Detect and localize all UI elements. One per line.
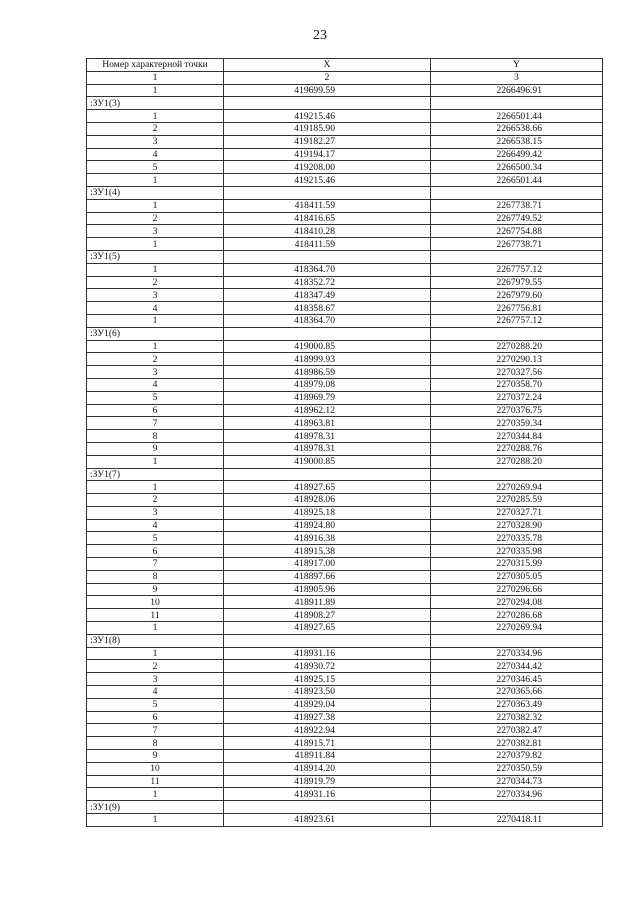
x-coordinate: 418411.59 (224, 238, 431, 251)
point-number: 5 (87, 161, 224, 174)
table-row (87, 711, 603, 724)
y-coordinate: 2270290.13 (431, 353, 603, 366)
table-row (87, 737, 603, 750)
x-coordinate: 418364.70 (224, 263, 431, 276)
y-coordinate: 2270344.84 (431, 430, 603, 443)
y-coordinate: 2266496.91 (431, 84, 603, 97)
x-coordinate: 418922.94 (224, 724, 431, 737)
section-row (87, 468, 603, 481)
point-number: 3 (87, 506, 224, 519)
point-number: 10 (87, 596, 224, 609)
point-number: 9 (87, 583, 224, 596)
empty-cell (224, 468, 431, 481)
y-coordinate: 2266501.44 (431, 174, 603, 187)
point-number: 6 (87, 545, 224, 558)
empty-cell (431, 97, 603, 110)
empty-cell (224, 97, 431, 110)
y-coordinate: 2266500.34 (431, 161, 603, 174)
point-number: 2 (87, 122, 224, 135)
empty-cell (224, 250, 431, 263)
empty-cell (224, 634, 431, 647)
point-number: 2 (87, 276, 224, 289)
table-row (87, 430, 603, 443)
x-coordinate: 418352.72 (224, 276, 431, 289)
point-number: 3 (87, 366, 224, 379)
table-row (87, 289, 603, 302)
table-row (87, 814, 603, 827)
x-coordinate: 418364.70 (224, 314, 431, 327)
table-row (87, 340, 603, 353)
y-coordinate: 2270344.73 (431, 775, 603, 788)
point-number: 11 (87, 609, 224, 622)
empty-cell (224, 801, 431, 814)
point-number: 3 (87, 135, 224, 148)
point-number: 1 (87, 340, 224, 353)
x-coordinate: 419194.17 (224, 148, 431, 161)
section-row (87, 801, 603, 814)
table-row (87, 455, 603, 468)
table-row (87, 148, 603, 161)
y-coordinate: 2270382.32 (431, 711, 603, 724)
x-coordinate: 418416.65 (224, 212, 431, 225)
table-header-row (87, 59, 603, 72)
point-number: 4 (87, 148, 224, 161)
x-coordinate: 418410.28 (224, 225, 431, 238)
y-coordinate: 2270372.24 (431, 391, 603, 404)
point-number: 11 (87, 775, 224, 788)
point-number: 1 (87, 314, 224, 327)
table-row (87, 506, 603, 519)
table-row (87, 686, 603, 699)
y-coordinate: 2270269.94 (431, 622, 603, 635)
point-number: 6 (87, 711, 224, 724)
x-coordinate: 418986.59 (224, 366, 431, 379)
point-number: 2 (87, 353, 224, 366)
y-coordinate: 2270376.75 (431, 404, 603, 417)
table-row (87, 263, 603, 276)
x-coordinate: 418411.59 (224, 199, 431, 212)
y-coordinate: 2267738.71 (431, 199, 603, 212)
y-coordinate: 2270294.08 (431, 596, 603, 609)
table-row (87, 174, 603, 187)
point-number: 5 (87, 391, 224, 404)
y-coordinate: 2267756.81 (431, 302, 603, 315)
table-row (87, 212, 603, 225)
table-row (87, 122, 603, 135)
table-row (87, 417, 603, 430)
point-number: 4 (87, 686, 224, 699)
table-row (87, 84, 603, 97)
section-label: :ЗУ1(7) (87, 468, 224, 481)
y-coordinate: 2270418.11 (431, 814, 603, 827)
point-number: 7 (87, 417, 224, 430)
point-number: 1 (87, 110, 224, 123)
point-number: 1 (87, 263, 224, 276)
table-row (87, 570, 603, 583)
y-coordinate: 2270382.81 (431, 737, 603, 750)
table-row (87, 698, 603, 711)
x-coordinate: 418897.66 (224, 570, 431, 583)
empty-cell (431, 250, 603, 263)
point-number: 8 (87, 430, 224, 443)
x-coordinate: 418999.93 (224, 353, 431, 366)
section-row (87, 186, 603, 199)
table-row (87, 532, 603, 545)
x-coordinate: 419699.59 (224, 84, 431, 97)
table-row (87, 622, 603, 635)
x-coordinate: 419215.46 (224, 174, 431, 187)
table-row (87, 519, 603, 532)
section-row (87, 250, 603, 263)
empty-cell (431, 327, 603, 340)
x-coordinate: 418923.50 (224, 686, 431, 699)
x-coordinate: 418915.38 (224, 545, 431, 558)
point-number: 7 (87, 558, 224, 571)
table-row (87, 583, 603, 596)
x-coordinate: 418919.79 (224, 775, 431, 788)
point-number: 10 (87, 762, 224, 775)
point-number: 2 (87, 494, 224, 507)
table-row (87, 314, 603, 327)
empty-cell (431, 801, 603, 814)
point-number: 1 (87, 788, 224, 801)
x-coordinate: 419182.27 (224, 135, 431, 148)
x-coordinate: 418928.06 (224, 494, 431, 507)
section-label: :ЗУ1(4) (87, 186, 224, 199)
x-coordinate: 418962.12 (224, 404, 431, 417)
point-number: 1 (87, 455, 224, 468)
point-number: 1 (87, 174, 224, 187)
y-coordinate: 2270379.82 (431, 750, 603, 763)
x-coordinate: 418917.00 (224, 558, 431, 571)
point-number: 1 (87, 814, 224, 827)
x-coordinate: 418969.79 (224, 391, 431, 404)
point-number: 7 (87, 724, 224, 737)
y-coordinate: 2270334.96 (431, 647, 603, 660)
y-coordinate: 2266501.44 (431, 110, 603, 123)
x-coordinate: 418929.04 (224, 698, 431, 711)
x-coordinate: 418923.61 (224, 814, 431, 827)
x-coordinate: 418930.72 (224, 660, 431, 673)
table-row (87, 596, 603, 609)
point-number: 4 (87, 378, 224, 391)
header-y: Y (431, 59, 603, 72)
x-coordinate: 418911.89 (224, 596, 431, 609)
y-coordinate: 2270363.49 (431, 698, 603, 711)
y-coordinate: 2270344.42 (431, 660, 603, 673)
y-coordinate: 2270296.66 (431, 583, 603, 596)
x-coordinate: 418911.84 (224, 750, 431, 763)
table-row (87, 353, 603, 366)
point-number: 8 (87, 570, 224, 583)
y-coordinate: 2266538.15 (431, 135, 603, 148)
x-coordinate: 418905.96 (224, 583, 431, 596)
table-row (87, 788, 603, 801)
table-row (87, 442, 603, 455)
table-row (87, 366, 603, 379)
x-coordinate: 418927.38 (224, 711, 431, 724)
y-coordinate: 2270365.66 (431, 686, 603, 699)
x-coordinate: 419000.85 (224, 340, 431, 353)
table-row (87, 135, 603, 148)
table-row (87, 276, 603, 289)
x-coordinate: 418927.65 (224, 622, 431, 635)
empty-cell (224, 327, 431, 340)
y-coordinate: 2270305.05 (431, 570, 603, 583)
point-number: 1 (87, 84, 224, 97)
y-coordinate: 2270346.45 (431, 673, 603, 686)
y-coordinate: 2270350.59 (431, 762, 603, 775)
point-number: 4 (87, 519, 224, 532)
point-number: 1 (87, 622, 224, 635)
table-row (87, 110, 603, 123)
empty-cell (224, 186, 431, 199)
x-coordinate: 418347.49 (224, 289, 431, 302)
x-coordinate: 418358.67 (224, 302, 431, 315)
point-number: 2 (87, 660, 224, 673)
section-label: :ЗУ1(6) (87, 327, 224, 340)
point-number: 6 (87, 404, 224, 417)
x-coordinate: 418925.15 (224, 673, 431, 686)
table-row (87, 404, 603, 417)
point-number: 1 (87, 481, 224, 494)
point-number: 3 (87, 289, 224, 302)
point-number: 1 (87, 238, 224, 251)
y-coordinate: 2270288.20 (431, 455, 603, 468)
y-coordinate: 2267757.12 (431, 314, 603, 327)
x-coordinate: 419185.90 (224, 122, 431, 135)
table-row (87, 673, 603, 686)
column-index-2: 2 (224, 71, 431, 84)
table-row (87, 545, 603, 558)
table-row (87, 378, 603, 391)
y-coordinate: 2270359.34 (431, 417, 603, 430)
empty-cell (431, 186, 603, 199)
x-coordinate: 418963.81 (224, 417, 431, 430)
y-coordinate: 2270382.47 (431, 724, 603, 737)
x-coordinate: 418927.65 (224, 481, 431, 494)
y-coordinate: 2270288.76 (431, 442, 603, 455)
table-row (87, 762, 603, 775)
y-coordinate: 2270335.98 (431, 545, 603, 558)
y-coordinate: 2266538.66 (431, 122, 603, 135)
section-label: :ЗУ1(9) (87, 801, 224, 814)
x-coordinate: 418925.18 (224, 506, 431, 519)
x-coordinate: 419000.85 (224, 455, 431, 468)
table-row (87, 225, 603, 238)
table-row (87, 647, 603, 660)
x-coordinate: 418978.31 (224, 442, 431, 455)
x-coordinate: 418979.08 (224, 378, 431, 391)
section-label: :ЗУ1(8) (87, 634, 224, 647)
point-number: 5 (87, 698, 224, 711)
x-coordinate: 418931.16 (224, 647, 431, 660)
table-body (87, 84, 603, 826)
y-coordinate: 2270334.96 (431, 788, 603, 801)
y-coordinate: 2267979.55 (431, 276, 603, 289)
y-coordinate: 2267749.52 (431, 212, 603, 225)
y-coordinate: 2267757.12 (431, 263, 603, 276)
y-coordinate: 2270327.56 (431, 366, 603, 379)
table-row (87, 391, 603, 404)
x-coordinate: 418924.80 (224, 519, 431, 532)
table-row (87, 161, 603, 174)
y-coordinate: 2270358.70 (431, 378, 603, 391)
y-coordinate: 2267738.71 (431, 238, 603, 251)
y-coordinate: 2266499.42 (431, 148, 603, 161)
empty-cell (431, 634, 603, 647)
table-row (87, 558, 603, 571)
y-coordinate: 2270286.68 (431, 609, 603, 622)
y-coordinate: 2270269.94 (431, 481, 603, 494)
x-coordinate: 419208.00 (224, 161, 431, 174)
y-coordinate: 2270315.99 (431, 558, 603, 571)
section-row (87, 327, 603, 340)
y-coordinate: 2270328.90 (431, 519, 603, 532)
point-number: 4 (87, 302, 224, 315)
y-coordinate: 2270335.78 (431, 532, 603, 545)
section-label: :ЗУ1(5) (87, 250, 224, 263)
y-coordinate: 2270285.59 (431, 494, 603, 507)
point-number: 9 (87, 442, 224, 455)
header-point-number: Номер характерной точки (87, 59, 224, 72)
x-coordinate: 418914.20 (224, 762, 431, 775)
x-coordinate: 418915.71 (224, 737, 431, 750)
section-row (87, 97, 603, 110)
point-number: 1 (87, 647, 224, 660)
table-row (87, 724, 603, 737)
y-coordinate: 2270327.71 (431, 506, 603, 519)
page-number: 23 (313, 28, 327, 43)
table-row (87, 199, 603, 212)
x-coordinate: 418908.27 (224, 609, 431, 622)
column-index-row (87, 71, 603, 84)
x-coordinate: 419215.46 (224, 110, 431, 123)
column-index-1: 1 (87, 71, 224, 84)
point-number: 1 (87, 199, 224, 212)
x-coordinate: 418978.31 (224, 430, 431, 443)
section-label: :ЗУ1(3) (87, 97, 224, 110)
section-row (87, 634, 603, 647)
table-row (87, 750, 603, 763)
table-row (87, 481, 603, 494)
empty-cell (431, 468, 603, 481)
point-number: 8 (87, 737, 224, 750)
point-number: 3 (87, 673, 224, 686)
point-number: 2 (87, 212, 224, 225)
point-number: 5 (87, 532, 224, 545)
table-row (87, 238, 603, 251)
y-coordinate: 2267754.88 (431, 225, 603, 238)
table-row (87, 609, 603, 622)
x-coordinate: 418931.16 (224, 788, 431, 801)
y-coordinate: 2267979.60 (431, 289, 603, 302)
table-row (87, 494, 603, 507)
point-number: 3 (87, 225, 224, 238)
table-row (87, 775, 603, 788)
table-row (87, 302, 603, 315)
point-number: 9 (87, 750, 224, 763)
y-coordinate: 2270288.20 (431, 340, 603, 353)
table-row (87, 660, 603, 673)
coordinates-table (86, 58, 603, 827)
header-x: X (224, 59, 431, 72)
column-index-3: 3 (431, 71, 603, 84)
x-coordinate: 418916.38 (224, 532, 431, 545)
